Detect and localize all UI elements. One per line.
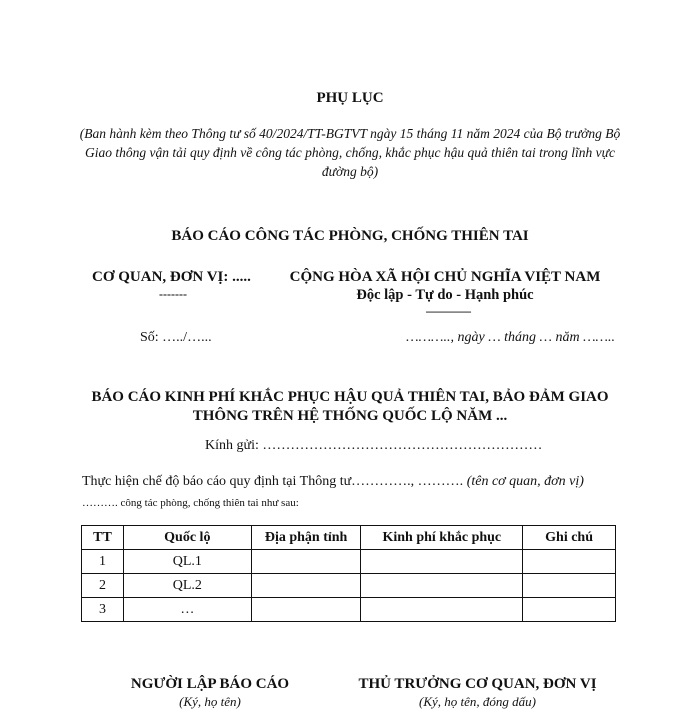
cell-highway: QL.1 bbox=[123, 550, 251, 574]
republic-name: CỘNG HÒA XÃ HỘI CHỦ NGHĨA VIỆT NAM bbox=[289, 269, 601, 285]
cell-province bbox=[251, 598, 361, 622]
expense-table bbox=[81, 525, 616, 622]
recipient-line: Kính gửi: …………………………………………………… bbox=[205, 438, 543, 453]
report-heading: BÁO CÁO CÔNG TÁC PHÒNG, CHỐNG THIÊN TAI bbox=[171, 228, 529, 244]
cell-tt: 1 bbox=[82, 550, 124, 574]
motto-underline: --------------- bbox=[425, 304, 471, 318]
header-highway: Quốc lộ bbox=[123, 526, 251, 550]
header-tt: TT bbox=[82, 526, 124, 550]
appendix-title: PHỤ LỤC bbox=[316, 90, 384, 106]
cell-note bbox=[523, 598, 616, 622]
header-province: Địa phận tỉnh bbox=[251, 526, 361, 550]
head-of-agency-note: (Ký, họ tên, đóng dấu) bbox=[419, 694, 536, 709]
table-row bbox=[82, 598, 616, 622]
cell-province bbox=[251, 574, 361, 598]
cell-province bbox=[251, 550, 361, 574]
cell-tt: 2 bbox=[82, 574, 124, 598]
cell-cost bbox=[361, 574, 523, 598]
body-text: Thực hiện chế độ báo cáo quy định tại Thông tư…………., ………. bbox=[82, 474, 467, 489]
cell-highway: QL.2 bbox=[123, 574, 251, 598]
cell-tt: 3 bbox=[82, 598, 124, 622]
cell-highway: … bbox=[123, 598, 251, 622]
agency-name-hint: (tên cơ quan, đơn vị) bbox=[466, 474, 584, 489]
appendix-subtitle: (Ban hành kèm theo Thông tư số 40/2024/TT-BGTVT ngày 15 tháng 11 năm 2024 của Bộ trưởng Bộ Giao thông vận tải quy định về công tác phòng, chống, khắc phục hậu quả thiên tai trong lĩnh vực đường bộ) bbox=[79, 126, 621, 179]
table-header-row bbox=[82, 526, 616, 550]
table-row bbox=[82, 574, 616, 598]
document-number: Số: …../…... bbox=[140, 330, 212, 345]
preparer-title: NGƯỜI LẬP BÁO CÁO bbox=[130, 676, 290, 692]
main-report-title: BÁO CÁO KINH PHÍ KHẮC PHỤC HẬU QUẢ THIÊN TAI, BẢO ĐẢM GIAO THÔNG TRÊN HỆ THỐNG QUỐC LỘ NĂM ... bbox=[91, 389, 609, 424]
header-cost: Kinh phí khắc phục bbox=[361, 526, 523, 550]
preparer-note: (Ký, họ tên) bbox=[179, 694, 241, 709]
national-motto: Độc lập - Tự do - Hạnh phúc bbox=[356, 287, 534, 303]
place-date: ……….., ngày … tháng … năm …….. bbox=[406, 330, 615, 345]
cell-cost bbox=[361, 598, 523, 622]
table-row bbox=[82, 550, 616, 574]
cell-note bbox=[523, 550, 616, 574]
head-of-agency-title: THỦ TRƯỞNG CƠ QUAN, ĐƠN VỊ bbox=[358, 676, 597, 692]
body-paragraph-line1 bbox=[82, 474, 622, 490]
cell-note bbox=[523, 574, 616, 598]
body-paragraph-line2: ………. công tác phòng, chống thiên tai như sau: bbox=[82, 497, 299, 509]
agency-label: CƠ QUAN, ĐƠN VỊ: ..... bbox=[92, 269, 251, 285]
cell-cost bbox=[361, 550, 523, 574]
header-note: Ghi chú bbox=[523, 526, 616, 550]
agency-underline: ------- bbox=[159, 287, 187, 301]
